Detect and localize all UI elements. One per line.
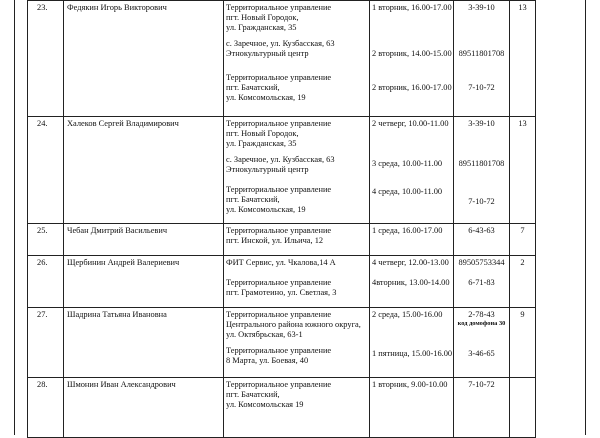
row-number: 25. [28,224,64,256]
address-cell [224,224,370,256]
address-line: Этнокультурный центр [226,49,309,58]
address-line: Территориальное управление [226,380,332,389]
count-cell: 13 [510,117,536,224]
address-cell [224,256,370,308]
phone-number: 3-39-10 [468,3,495,12]
schedule-cell [370,117,454,224]
phone-number: 6-71-83 [468,278,495,287]
row-number: 24. [28,117,64,224]
count-cell: 9 [510,308,536,378]
address-line: ФИТ Сервис, ул. Чкалова,14 А [226,258,336,267]
deputy-name: Федякин Игорь Викторович [64,1,224,117]
table-row [28,378,536,438]
schedule-cell [370,1,454,117]
phone-cell [454,256,510,308]
phone-number: 89511801708 [458,159,505,168]
schedule-text: 4 четверг, 12.00-13.00 [372,258,449,267]
table-row [28,308,536,378]
deputy-name: Шмонин Иван Александрович [64,378,224,438]
phone-number: 3-46-65 [468,349,495,358]
deputy-name: Щербинин Андрей Валериевич [64,256,224,308]
page-edge-left [14,0,15,435]
phone-cell [454,378,510,438]
address-line: пгт. Новый Городок, [226,13,299,22]
schedule-text: 2 четверг, 10.00-11.00 [372,119,449,128]
intercom-code: код домофона 30 [457,320,506,327]
address-line: пгт. Бачатский, [226,83,280,92]
schedule-cell [370,378,454,438]
address-line: Территориальное управление [226,119,332,128]
address-line: Территориальное управление [226,278,332,287]
phone-number: 89505753344 [458,258,505,267]
schedule-text: 1 среда, 16.00-17.00 [372,226,443,235]
count-cell: 2 [510,256,536,308]
address-line: Этнокультурный центр [226,165,309,174]
address-line: Территориальное управление [226,310,332,319]
table-row [28,224,536,256]
address-cell [224,378,370,438]
phone-number: 7-10-72 [468,197,495,206]
address-line: Центрального района южного округа, [226,320,361,329]
address-line: ул. Комсомольская, 19 [226,93,306,102]
schedule-text: 1 пятница, 15.00-16.00 [372,349,452,358]
address-line: ул. Комсомольская, 19 [226,205,306,214]
schedule-text: 3 среда, 10.00-11.00 [372,159,443,168]
phone-cell [454,117,510,224]
count-cell: 13 [510,1,536,117]
table-row [28,256,536,308]
phone-cell [454,224,510,256]
address-line: Территориальное управление [226,185,332,194]
row-number: 27. [28,308,64,378]
phone-number: 3-39-10 [468,119,495,128]
address-line: 8 Марта, ул. Боевая, 40 [226,356,309,365]
address-line: пгт. Инской, ул. Ильича, 12 [226,236,324,245]
row-number: 26. [28,256,64,308]
phone-number: 2-78-43 [468,310,495,319]
address-line: пгт. Бачатский, [226,195,280,204]
address-line: пгт. Грамотеино, ул. Светлая, 3 [226,288,337,297]
phone-cell [454,1,510,117]
address-cell [224,117,370,224]
deputy-name: Шадрина Татьяна Ивановна [64,308,224,378]
schedule-text: 2 среда, 15.00-16.00 [372,310,443,319]
deputy-name: Халеков Сергей Владимирович [64,117,224,224]
table-row [28,117,536,224]
count-cell [510,378,536,438]
phone-number: 7-10-72 [468,83,495,92]
address-line: Территориальное управление [226,346,332,355]
address-line: с. Заречное, ул. Кузбасская, 63 [226,155,335,164]
address-line: ул. Гражданская, 35 [226,139,297,148]
address-line: Территориальное управление [226,73,332,82]
address-cell [224,308,370,378]
address-line: ул. Гражданская, 35 [226,23,297,32]
address-line: пгт. Новый Городок, [226,129,299,138]
address-line: Территориальное управление [226,226,332,235]
address-line: ул. Октябрьская, 63-1 [226,330,303,339]
deputy-name: Чебан Дмитрий Васильевич [64,224,224,256]
schedule-text: 2 вторник, 14.00-15.00 [372,49,452,58]
address-line: пгт. Бачатский, [226,390,280,399]
address-cell [224,1,370,117]
table-row [28,1,536,117]
row-number: 23. [28,1,64,117]
count-cell: 7 [510,224,536,256]
phone-number: 89511801708 [458,49,505,58]
row-number: 28. [28,378,64,438]
reception-schedule-table [27,0,536,438]
phone-number: 6-43-63 [468,226,495,235]
schedule-cell [370,308,454,378]
address-line: ул. Комсомольская 19 [226,400,304,409]
schedule-text: 1 вторник, 9.00-10.00 [372,380,448,389]
address-line: с. Заречное, ул. Кузбасская, 63 [226,39,335,48]
phone-cell [454,308,510,378]
page-edge-right [585,0,586,435]
schedule-text: 2 вторник, 16.00-17.00 [372,83,452,92]
schedule-cell [370,256,454,308]
phone-number: 7-10-72 [468,380,495,389]
schedule-text: 4 среда, 10.00-11.00 [372,187,443,196]
address-line: Территориальное управление [226,3,332,12]
schedule-text: 4вторник, 13.00-14.00 [372,278,450,287]
schedule-cell [370,224,454,256]
schedule-text: 1 вторник, 16.00-17.00 [372,3,452,12]
